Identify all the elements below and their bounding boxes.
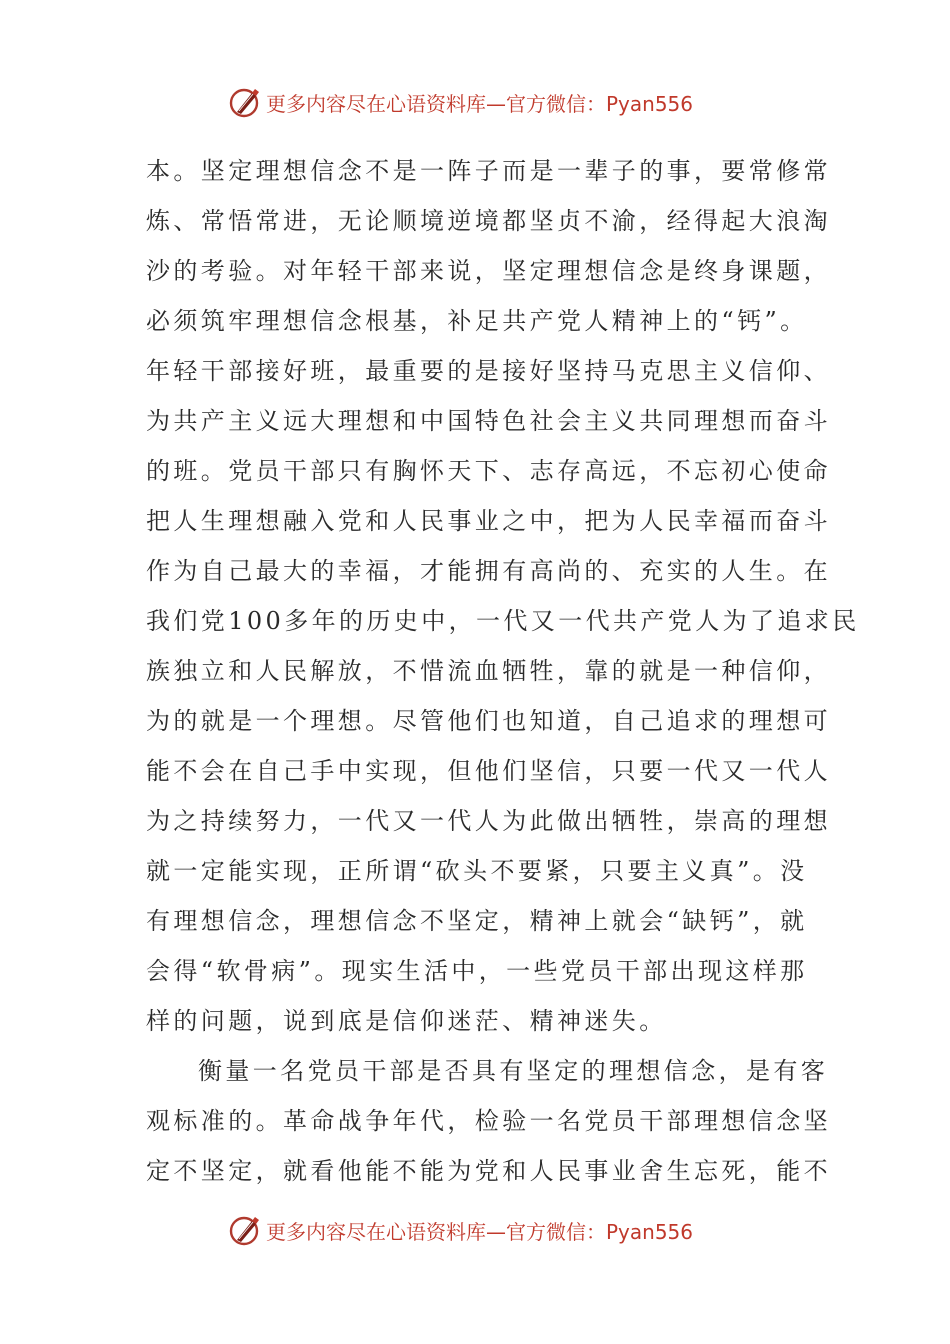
document-body xyxy=(146,146,860,1196)
pen-nib-circle-icon xyxy=(228,1213,262,1247)
text-line: 沙的考验。对年轻干部来说，坚定理想信念是终身课题， xyxy=(146,257,831,285)
footer-watermark-banner xyxy=(228,1210,728,1250)
text-line: 为的就是一个理想。尽管他们也知道，自己追求的理想可 xyxy=(146,707,831,735)
text-line: 就一定能实现，正所谓“砍头不要紧，只要主义真”。没 xyxy=(146,857,808,885)
text-line: 把人生理想融入党和人民事业之中，把为人民幸福而奋斗 xyxy=(146,507,831,535)
text-line: 会得“软骨病”。现实生活中，一些党员干部出现这样那 xyxy=(146,957,808,985)
text-line: 能不会在自己手中实现，但他们坚信，只要一代又一代人 xyxy=(146,757,831,785)
text-line: 必须筑牢理想信念根基，补足共产党人精神上的“钙”。 xyxy=(146,307,808,335)
text-line: 我们党100多年的历史中，一代又一代共产党人为了追求民 xyxy=(146,607,860,635)
watermark-text: 更多内容尽在心语资料库—官方微信：Pyan556 xyxy=(266,1219,694,1244)
pen-nib-circle-icon xyxy=(228,85,262,119)
text-line: 本。坚定理想信念不是一阵子而是一辈子的事，要常修常 xyxy=(146,157,831,185)
text-line: 为共产主义远大理想和中国特色社会主义共同理想而奋斗 xyxy=(146,407,831,435)
header-watermark-banner xyxy=(228,82,728,122)
text-line: 年轻干部接好班，最重要的是接好坚持马克思主义信仰、 xyxy=(146,357,831,385)
text-line: 族独立和人民解放，不惜流血牺牲，靠的就是一种信仰， xyxy=(146,657,831,685)
text-line: 作为自己最大的幸福，才能拥有高尚的、充实的人生。在 xyxy=(146,557,831,585)
text-line: 定不坚定，就看他能不能为党和人民事业舍生忘死，能不 xyxy=(146,1157,831,1185)
paragraph xyxy=(146,146,831,346)
text-line: 为之持续努力，一代又一代人为此做出牺牲，崇高的理想 xyxy=(146,807,831,835)
text-line: 样的问题，说到底是信仰迷茫、精神迷失。 xyxy=(146,1007,667,1035)
text-line: 衡量一名党员干部是否具有坚定的理想信念，是有客 xyxy=(198,1057,829,1085)
paragraph xyxy=(146,1046,831,1196)
text-line: 有理想信念，理想信念不坚定，精神上就会“缺钙”，就 xyxy=(146,907,808,935)
text-line: 的班。党员干部只有胸怀天下、志存高远，不忘初心使命 xyxy=(146,457,831,485)
watermark-text: 更多内容尽在心语资料库—官方微信：Pyan556 xyxy=(266,91,694,116)
paragraph xyxy=(146,346,860,1046)
text-line: 炼、常悟常进，无论顺境逆境都坚贞不渝，经得起大浪淘 xyxy=(146,207,831,235)
text-line: 观标准的。革命战争年代，检验一名党员干部理想信念坚 xyxy=(146,1107,831,1135)
